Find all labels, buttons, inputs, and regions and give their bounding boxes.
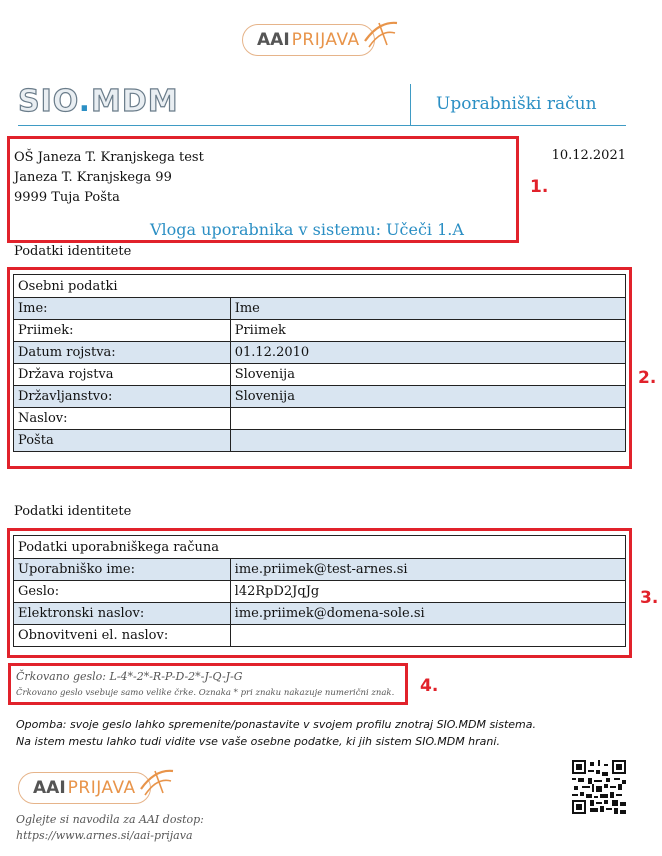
row-value: ime.priimek@test-arnes.si — [230, 559, 625, 581]
sio-mdm-logo — [18, 84, 179, 120]
account-data-table — [13, 535, 626, 647]
marker-2: 2. — [638, 368, 657, 388]
table-row — [14, 298, 626, 320]
table-title: Osebni podatki — [14, 275, 626, 298]
row-value — [230, 408, 625, 430]
spelled-password: Črkovano geslo: L-4*-2*-R-P-D-2*-J-Q-J-G — [16, 670, 243, 683]
table-row — [14, 320, 626, 342]
row-value: 01.12.2010 — [230, 342, 625, 364]
guide-line-1: Oglejte si navodila za AAI dostop: — [16, 813, 204, 826]
aai-guide — [16, 812, 204, 844]
table-row — [14, 364, 626, 386]
aai-prijava-logo-top — [242, 24, 401, 56]
table-row — [14, 625, 626, 647]
header-rule — [18, 125, 626, 126]
row-label: Datum rojstva: — [14, 342, 231, 364]
note-line-2: Na istem mestu lahko tudi vidite vse vaše osebne podatke, ki jih sistem SIO.MDM hrani. — [16, 735, 500, 748]
marker-4: 4. — [420, 676, 439, 696]
address-line-2: Janeza T. Kranjskega 99 — [14, 170, 172, 185]
table-header-row — [14, 536, 626, 559]
highlight-box-1 — [7, 136, 519, 243]
row-label: Pošta — [14, 430, 231, 452]
sio-logo-dot: . — [78, 84, 92, 119]
address-line-3: 9999 Tuja Pošta — [14, 190, 120, 205]
table-row — [14, 581, 626, 603]
document-date: 10.12.2021 — [551, 148, 626, 163]
aai-prijava-logo-bottom — [18, 772, 177, 804]
swoosh-icon — [137, 763, 177, 803]
prijava-logo-text: PRIJAVA — [291, 30, 360, 50]
row-label: Obnovitveni el. naslov: — [14, 625, 231, 647]
sio-logo-right: MDM — [91, 84, 179, 119]
table-row — [14, 386, 626, 408]
table-row — [14, 430, 626, 452]
address-line-1: OŠ Janeza T. Kranjskega test — [14, 150, 204, 165]
row-label: Geslo: — [14, 581, 231, 603]
row-value — [230, 625, 625, 647]
row-value: l42RpD2JqJg — [230, 581, 625, 603]
section-label-identity-1: Podatki identitete — [14, 244, 132, 259]
row-label: Priimek: — [14, 320, 231, 342]
swoosh-icon — [361, 15, 401, 55]
table-row — [14, 408, 626, 430]
table-header-row — [14, 275, 626, 298]
aai-logo-text: AAI — [257, 30, 290, 50]
guide-link[interactable]: https://www.arnes.si/aai-prijava — [16, 829, 193, 842]
marker-3: 3. — [640, 588, 659, 608]
table-row — [14, 342, 626, 364]
row-label: Elektronski naslov: — [14, 603, 231, 625]
note-line-1: Opomba: svoje geslo lahko spremenite/ponastavite v svojem profilu znotraj SIO.MDM sistema. — [16, 718, 537, 731]
row-value: ime.priimek@domena-sole.si — [230, 603, 625, 625]
row-value — [230, 430, 625, 452]
section-label-identity-2: Podatki identitete — [14, 504, 132, 519]
table-row — [14, 559, 626, 581]
page-title: Uporabniški račun — [436, 94, 597, 114]
row-value: Slovenija — [230, 364, 625, 386]
prijava-logo-text: PRIJAVA — [67, 778, 136, 798]
row-value: Priimek — [230, 320, 625, 342]
spelled-password-note: Črkovano geslo vsebuje samo velike črke. Oznaka * pri znaku nakazuje numerični znak. — [16, 688, 395, 698]
row-value: Slovenija — [230, 386, 625, 408]
row-value: Ime — [230, 298, 625, 320]
user-role: Vloga uporabnika v sistemu: Učeči 1.A — [150, 220, 464, 239]
password-note — [16, 716, 536, 750]
row-label: Državljanstvo: — [14, 386, 231, 408]
row-label: Naslov: — [14, 408, 231, 430]
row-label: Uporabniško ime: — [14, 559, 231, 581]
aai-logo-text: AAI — [33, 778, 66, 798]
sio-logo-left: SIO — [18, 84, 79, 119]
marker-1: 1. — [530, 177, 549, 197]
personal-data-table — [13, 274, 626, 452]
table-title: Podatki uporabniškega računa — [14, 536, 626, 559]
row-label: Država rojstva — [14, 364, 231, 386]
header-divider — [410, 84, 411, 126]
table-row — [14, 603, 626, 625]
qr-code-icon — [572, 760, 626, 814]
row-label: Ime: — [14, 298, 231, 320]
